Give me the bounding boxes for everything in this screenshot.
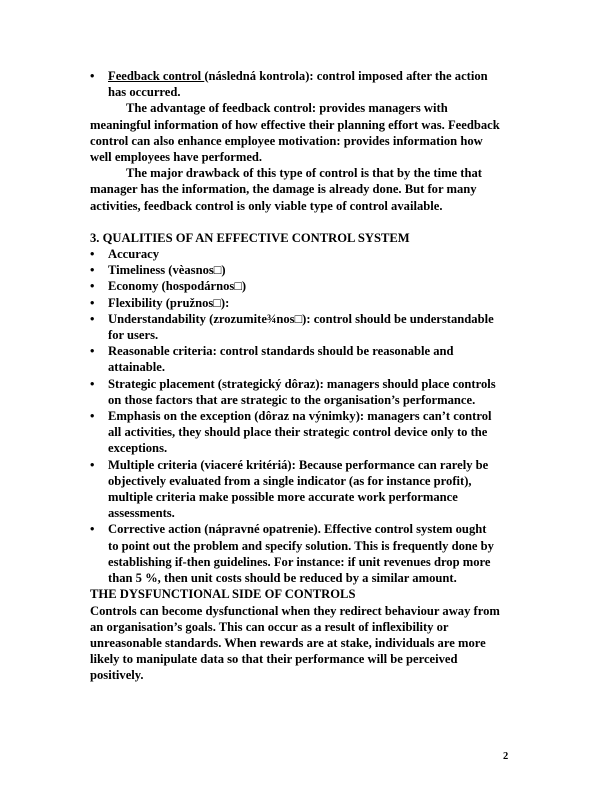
list-item	[90, 457, 500, 522]
list-item	[90, 295, 500, 311]
term-feedback-control: Feedback control	[108, 69, 205, 83]
list-item-text: Accuracy	[108, 247, 160, 262]
list-item	[90, 408, 500, 457]
list-item-text: Understandability (zrozumite¾nos□): control should be understandable for users.	[108, 311, 494, 343]
bullet-icon: •	[90, 69, 95, 83]
list-item-text: Flexibility (pružnos□):	[108, 295, 230, 310]
bullet-icon: •	[90, 279, 95, 294]
bullet-icon: •	[90, 311, 95, 326]
paragraph-feedback-drawback: The major drawback of this type of control is that by the time that manager has the information, the damage is already done. But for many activities, feedback control is only viable type of control available.	[90, 166, 482, 213]
paragraph-dysfunctional: Controls can become dysfunctional when they redirect behaviour away from an organisation’s goals. This can occur as a result of inflexibility or unreasonable standards. When rewards are at stake, individuals are more likely to manipulate data so that their performance will be perceived positively.	[90, 603, 500, 683]
list-item-text: Strategic placement (strategický dôraz): managers should place controls on those factors that are strategic to the organisation’s performance.	[108, 376, 496, 407]
list-item	[90, 376, 500, 408]
document-page	[90, 68, 500, 684]
bullet-icon: •	[90, 376, 95, 391]
bullet-icon: •	[90, 457, 95, 472]
bullet-icon: •	[90, 295, 95, 310]
bullet-icon: •	[90, 522, 95, 537]
feedback-list	[90, 68, 500, 100]
list-item	[90, 262, 500, 278]
page-number: 2	[503, 751, 509, 762]
list-item-feedback-control	[90, 68, 500, 100]
list-item-text: Multiple criteria (viaceré kritériá): Because performance can rarely be objectively evaluated from a single indicator (as for instance profit), multiple criteria make possible more accurate work performance assessments.	[108, 457, 489, 521]
list-item	[90, 343, 500, 375]
list-item	[90, 246, 500, 262]
list-item	[90, 311, 500, 343]
list-item-text: Emphasis on the exception (dôraz na výnimky): managers can’t control all activities, they should place their strategic control device only to the exceptions.	[108, 409, 492, 456]
bullet-icon: •	[90, 263, 95, 278]
list-item-text: Economy (hospodárnos□)	[108, 279, 247, 294]
list-item-text: Timeliness (vèasnos□)	[108, 263, 226, 278]
feedback-definition: (následná kontrola): control imposed after the action has occurred.	[108, 69, 488, 100]
bullet-icon: •	[90, 344, 95, 359]
list-item-text: Reasonable criteria: control standards should be reasonable and attainable.	[108, 344, 454, 375]
spacer	[90, 214, 500, 230]
section-heading-qualities: 3. QUALITIES OF AN EFFECTIVE CONTROL SYSTEM	[90, 230, 410, 245]
section-heading-dysfunctional: THE DYSFUNCTIONAL SIDE OF CONTROLS	[90, 587, 356, 602]
list-item-text: Corrective action (nápravné opatrenie). Effective control system ought to point out the problem and specify solution. This is frequently done by establishing if-then guidelines. For instance: if unit revenues drop more than 5 %, then unit costs should be reduced by a similar amount.	[108, 522, 494, 586]
bullet-icon: •	[90, 409, 95, 424]
qualities-list	[90, 246, 500, 586]
bullet-icon: •	[90, 247, 95, 262]
paragraph-feedback-advantage: The advantage of feedback control: provides managers with meaningful information of how effective their planning effort was. Feedback control can also enhance employee motivation: provides information how well employees have performed.	[90, 101, 500, 165]
list-item	[90, 278, 500, 294]
list-item	[90, 521, 500, 586]
